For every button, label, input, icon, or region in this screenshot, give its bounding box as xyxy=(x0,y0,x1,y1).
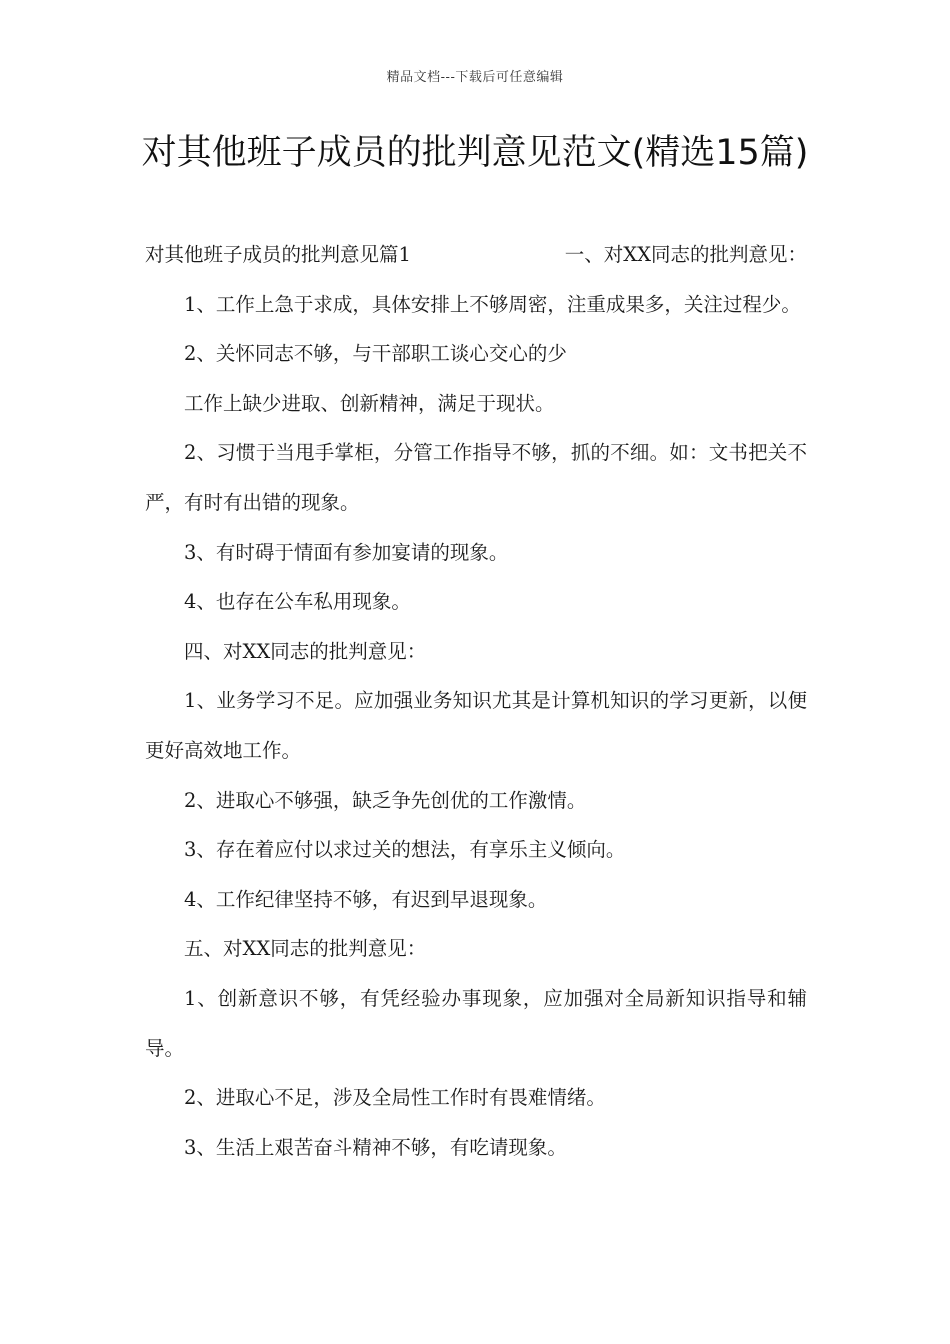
paragraph: 3、存在着应付以求过关的想法，有享乐主义倾向。 xyxy=(184,838,626,862)
paragraph: 4、也存在公车私用现象。 xyxy=(184,590,411,614)
paragraph: 3、有时碍于情面有参加宴请的现象。 xyxy=(184,540,509,564)
paragraph: 1、创新意识不够，有凭经验办事现象，应加强对全局新知识指导和辅导。 xyxy=(145,986,807,1060)
subsection-heading: 五、对XX同志的批判意见： xyxy=(184,937,427,961)
subsection-heading: 四、对XX同志的批判意见： xyxy=(184,639,427,663)
header-note: 精品文档---下载后可任意编辑 xyxy=(386,70,564,85)
subsection-heading: 一、对XX同志的批判意见： xyxy=(564,243,807,266)
paragraph: 1、业务学习不足。应加强业务知识尤其是计算机知识的学习更新，以便更好高效地工作。 xyxy=(145,689,807,762)
paragraph: 工作上缺少进取、创新精神，满足于现状。 xyxy=(184,391,555,415)
document-title: 对其他班子成员的批判意见范文(精选15篇) xyxy=(141,133,809,173)
paragraph: 4、工作纪律坚持不够，有迟到早退现象。 xyxy=(184,887,548,911)
document-body xyxy=(145,230,807,1172)
first-line xyxy=(145,230,807,280)
paragraph: 2、关怀同志不够，与干部职工谈心交心的少 xyxy=(184,342,567,366)
paragraph: 2、习惯于当甩手掌柜，分管工作指导不够，抓的不细。如：文书把关不严，有时有出错的现象。 xyxy=(145,441,807,514)
section-heading: 对其他班子成员的批判意见篇1 xyxy=(145,243,411,266)
paragraph: 3、生活上艰苦奋斗精神不够，有吃请现象。 xyxy=(184,1135,567,1159)
paragraph: 1、工作上急于求成，具体安排上不够周密，注重成果多，关注过程少。 xyxy=(184,292,801,316)
paragraph: 2、进取心不足，涉及全局性工作时有畏难情绪。 xyxy=(184,1086,606,1110)
paragraph: 2、进取心不够强，缺乏争先创优的工作激情。 xyxy=(184,788,587,812)
